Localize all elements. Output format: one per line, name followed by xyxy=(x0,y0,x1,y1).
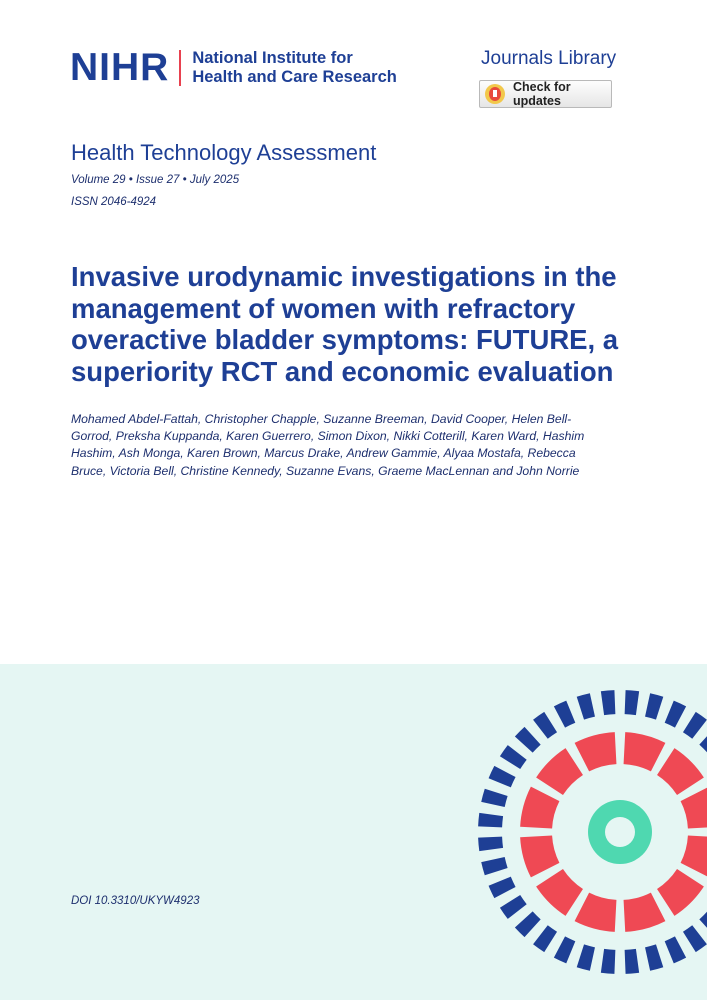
roundel-center-hole xyxy=(605,817,635,847)
roundel-outer-segment xyxy=(601,690,616,715)
roundel-outer-segment xyxy=(481,789,507,807)
roundel-outer-segment xyxy=(533,712,557,739)
issue-info: Volume 29 • Issue 27 • July 2025 xyxy=(71,174,240,186)
roundel-outer-segment xyxy=(699,727,707,753)
roundel-outer-segment xyxy=(500,895,527,919)
roundel-outer-segment xyxy=(533,925,557,952)
nihr-logo-mark: NIHR xyxy=(70,46,170,89)
roundel-outer-segment xyxy=(683,712,707,739)
organisation-name-line1: National Institute for xyxy=(192,48,353,67)
journal-title: Health Technology Assessment xyxy=(71,140,377,165)
author-list: Mohamed Abdel-Fattah, Christopher Chapple, Suzanne Breeman, David Cooper, Helen Bell-Gorrod, Preksha Kuppanda, Karen Guerrero, Simon Dixon, Nikki Cotterill, Karen Ward, Hashim Hashim, Ash Monga, Karen Brown, Marcus Drake, Andrew Gammie, Alyaa Mostafa, Rebecca Bruce, Victoria Bell, Christine Kennedy, Suzanne Evans, Graeme MacLennan and John Norrie xyxy=(71,412,585,478)
roundel-outer-segment xyxy=(577,944,595,970)
roundel-red-segment xyxy=(575,893,617,932)
article-title: Invasive urodynamic investigations in the management of women with refractory overactive bladder symptoms: FUTURE, a superiority RCT and economic evaluation xyxy=(71,261,619,387)
logo-divider xyxy=(179,50,181,86)
organisation-name xyxy=(192,49,397,87)
roundel-outer-segment xyxy=(601,949,616,974)
doi: DOI 10.3310/UKYW4923 xyxy=(71,895,200,907)
roundel-outer-segment xyxy=(683,925,707,952)
roundel-outer-segment xyxy=(478,813,503,828)
check-for-updates-button[interactable] xyxy=(479,80,612,108)
roundel-outer-segment xyxy=(554,701,575,728)
decorative-roundel-graphic xyxy=(460,672,707,1000)
roundel-red-segment xyxy=(536,748,583,795)
journals-library-label: Journals Library xyxy=(481,48,617,69)
roundel-red-segment xyxy=(520,787,559,829)
issn: ISSN 2046-4924 xyxy=(71,196,157,208)
organisation-name-line2: Health and Care Research xyxy=(192,67,397,86)
roundel-outer-segment xyxy=(577,693,595,719)
roundel-red-segment xyxy=(657,748,704,795)
roundel-outer-segment xyxy=(645,944,663,970)
check-for-updates-label: Check for updates xyxy=(513,80,571,108)
roundel-outer-segment xyxy=(489,877,516,898)
roundel-outer-segment xyxy=(515,911,541,937)
roundel-red-segment xyxy=(681,836,707,878)
roundel-outer-segment xyxy=(665,701,686,728)
roundel-red-segment xyxy=(624,732,666,771)
roundel-outer-segment xyxy=(489,766,516,787)
roundel-red-segment xyxy=(624,893,666,932)
roundel-outer-segment xyxy=(645,693,663,719)
roundel-outer-segment xyxy=(515,727,541,753)
roundel-red-segment xyxy=(657,869,704,916)
roundel-outer-segment xyxy=(478,837,503,852)
roundel-red-segment xyxy=(536,869,583,916)
roundel-outer-segment xyxy=(699,911,707,937)
roundel-outer-segment xyxy=(481,857,507,875)
roundel-outer-segment xyxy=(554,936,575,963)
roundel-red-segment xyxy=(520,836,559,878)
roundel-outer-segment xyxy=(625,690,640,715)
roundel-outer-segment xyxy=(625,949,640,974)
roundel-red-segment xyxy=(575,732,617,771)
crossmark-icon xyxy=(485,84,505,104)
roundel-red-segment xyxy=(681,787,707,829)
nihr-logo xyxy=(70,48,397,87)
roundel-outer-segment xyxy=(665,936,686,963)
roundel-outer-segment xyxy=(500,745,527,769)
